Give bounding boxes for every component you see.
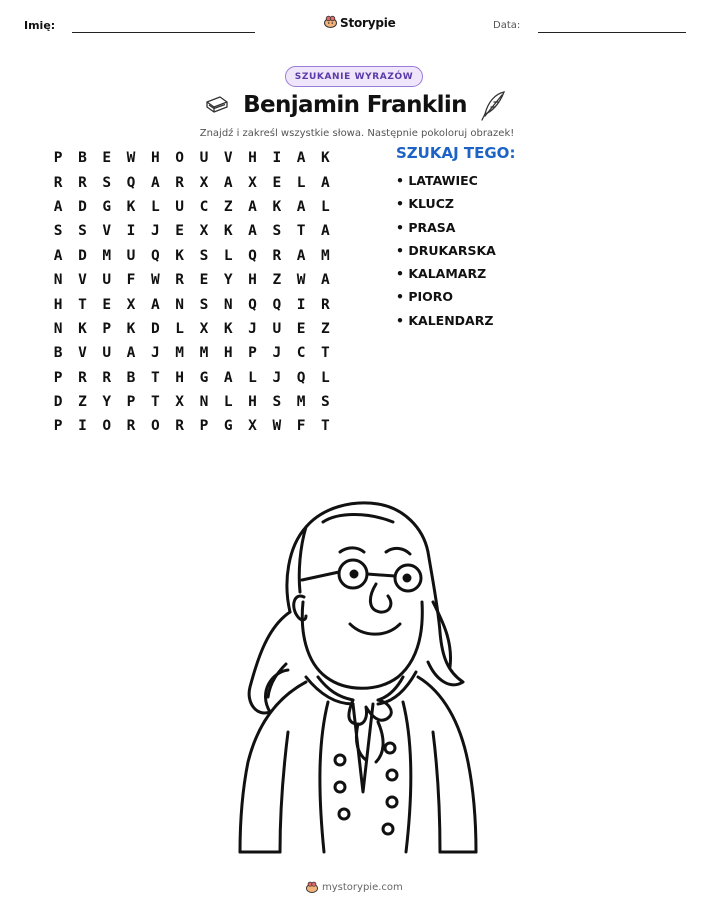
footer-url[interactable]: mystorypie.com bbox=[322, 882, 403, 893]
grid-cell[interactable]: U bbox=[199, 150, 209, 167]
grid-cell[interactable]: N bbox=[199, 394, 209, 411]
grid-cell[interactable]: S bbox=[272, 223, 282, 240]
grid-cell[interactable]: X bbox=[248, 174, 257, 191]
grid-cell[interactable]: R bbox=[272, 247, 282, 264]
grid-cell[interactable]: X bbox=[248, 418, 257, 435]
grid-row bbox=[46, 414, 338, 438]
grid-cell[interactable]: I bbox=[126, 223, 136, 240]
grid-cell[interactable]: A bbox=[296, 150, 306, 167]
instructions: Znajdź i zakreśl wszystkie słowa. Następnie pokoloruj obrazek! bbox=[199, 128, 515, 139]
grid-cell[interactable]: D bbox=[78, 198, 87, 215]
word-list bbox=[396, 171, 496, 334]
grid-cell[interactable]: S bbox=[272, 394, 282, 411]
quill-icon bbox=[479, 90, 507, 126]
grid-cell[interactable]: S bbox=[102, 174, 112, 191]
grid-cell[interactable]: W bbox=[126, 150, 136, 167]
grid-cell[interactable]: B bbox=[78, 150, 87, 167]
grid-cell[interactable]: Q bbox=[248, 247, 257, 264]
grid-cell[interactable]: O bbox=[102, 418, 112, 435]
wordlist-title: SZUKAJ TEGO: bbox=[396, 144, 516, 162]
grid-cell[interactable]: A bbox=[53, 247, 63, 264]
grid-cell[interactable]: W bbox=[150, 272, 160, 289]
grid-cell[interactable]: D bbox=[53, 394, 63, 411]
grid-cell[interactable]: U bbox=[102, 272, 112, 289]
pie-logo-icon bbox=[324, 13, 337, 32]
grid-row bbox=[46, 244, 338, 268]
grid-row bbox=[46, 366, 338, 390]
grid-cell[interactable]: E bbox=[102, 296, 112, 313]
grid-cell[interactable]: Y bbox=[223, 272, 233, 289]
word-list-item: • PRASA bbox=[396, 219, 456, 235]
grid-cell[interactable]: K bbox=[175, 247, 184, 264]
grid-cell[interactable]: I bbox=[272, 150, 282, 167]
grid-cell[interactable]: P bbox=[102, 320, 112, 337]
grid-cell[interactable]: X bbox=[126, 296, 136, 313]
grid-cell[interactable]: Z bbox=[272, 272, 282, 289]
grid-cell[interactable]: P bbox=[53, 369, 63, 386]
grid-cell[interactable]: L bbox=[223, 247, 233, 264]
grid-row bbox=[46, 195, 338, 219]
grid-cell[interactable]: L bbox=[248, 369, 257, 386]
name-label: Imię: bbox=[24, 19, 56, 32]
grid-cell[interactable]: N bbox=[175, 296, 184, 313]
grid-row bbox=[46, 317, 338, 341]
grid-cell[interactable]: S bbox=[321, 394, 330, 411]
grid-cell[interactable]: M bbox=[296, 394, 306, 411]
grid-cell[interactable]: S bbox=[78, 223, 87, 240]
grid-cell[interactable]: Z bbox=[223, 198, 233, 215]
grid-cell[interactable]: L bbox=[296, 174, 306, 191]
grid-row bbox=[46, 219, 338, 243]
date-line[interactable] bbox=[538, 32, 686, 33]
grid-cell[interactable]: A bbox=[223, 174, 233, 191]
grid-cell[interactable]: B bbox=[53, 345, 63, 362]
grid-cell[interactable]: A bbox=[296, 198, 306, 215]
grid-cell[interactable]: T bbox=[321, 345, 330, 362]
grid-cell[interactable]: T bbox=[321, 418, 330, 435]
grid-cell[interactable]: Q bbox=[248, 296, 257, 313]
grid-cell[interactable]: T bbox=[150, 369, 160, 386]
grid-cell[interactable]: Q bbox=[272, 296, 282, 313]
grid-cell[interactable]: M bbox=[102, 247, 112, 264]
grid-cell[interactable]: P bbox=[53, 418, 63, 435]
letter-grid[interactable] bbox=[46, 146, 338, 439]
grid-cell[interactable]: N bbox=[53, 272, 63, 289]
grid-cell[interactable]: V bbox=[223, 150, 233, 167]
word-list-item: • KLUCZ bbox=[396, 196, 454, 212]
grid-cell[interactable]: H bbox=[248, 394, 257, 411]
grid-cell[interactable]: D bbox=[78, 247, 87, 264]
footer bbox=[306, 878, 403, 897]
grid-cell[interactable]: R bbox=[78, 174, 87, 191]
grid-cell[interactable]: K bbox=[321, 150, 330, 167]
grid-cell[interactable]: H bbox=[248, 272, 257, 289]
grid-cell[interactable]: P bbox=[126, 394, 136, 411]
word-list-item: • LATAWIEC bbox=[396, 173, 478, 188]
grid-cell[interactable]: R bbox=[126, 418, 136, 435]
grid-cell[interactable]: I bbox=[296, 296, 306, 313]
grid-cell[interactable]: V bbox=[78, 345, 87, 362]
grid-row bbox=[46, 390, 338, 414]
grid-cell[interactable]: R bbox=[175, 418, 184, 435]
grid-cell[interactable]: K bbox=[126, 198, 136, 215]
grid-cell[interactable]: K bbox=[78, 320, 87, 337]
grid-cell[interactable]: U bbox=[102, 345, 112, 362]
grid-cell[interactable]: U bbox=[175, 198, 184, 215]
grid-cell[interactable]: H bbox=[223, 345, 233, 362]
grid-cell[interactable]: F bbox=[296, 418, 306, 435]
grid-cell[interactable]: K bbox=[272, 198, 282, 215]
grid-cell[interactable]: H bbox=[150, 150, 160, 167]
grid-cell[interactable]: E bbox=[272, 174, 282, 191]
grid-cell[interactable]: M bbox=[199, 345, 209, 362]
page-title: Benjamin Franklin bbox=[243, 92, 467, 118]
grid-cell[interactable]: L bbox=[175, 320, 184, 337]
grid-cell[interactable]: A bbox=[53, 198, 63, 215]
grid-cell[interactable]: Z bbox=[78, 394, 87, 411]
grid-cell[interactable]: A bbox=[321, 223, 330, 240]
grid-cell[interactable]: E bbox=[199, 272, 209, 289]
grid-cell[interactable]: A bbox=[150, 296, 160, 313]
grid-cell[interactable]: L bbox=[321, 198, 330, 215]
grid-cell[interactable]: E bbox=[175, 223, 184, 240]
grid-cell[interactable]: V bbox=[102, 223, 112, 240]
pie-logo-icon bbox=[306, 878, 318, 897]
grid-cell[interactable]: X bbox=[199, 223, 209, 240]
grid-cell[interactable]: S bbox=[53, 223, 63, 240]
grid-cell[interactable]: A bbox=[321, 174, 330, 191]
grid-cell[interactable]: A bbox=[248, 223, 257, 240]
grid-cell[interactable]: X bbox=[199, 174, 209, 191]
grid-cell[interactable]: I bbox=[78, 418, 87, 435]
grid-cell[interactable]: O bbox=[175, 150, 184, 167]
brand bbox=[324, 13, 396, 32]
grid-cell[interactable]: L bbox=[321, 369, 330, 386]
grid-cell[interactable]: G bbox=[223, 418, 233, 435]
grid-cell[interactable]: P bbox=[53, 150, 63, 167]
grid-cell[interactable]: U bbox=[126, 247, 136, 264]
grid-cell[interactable]: S bbox=[199, 247, 209, 264]
grid-cell[interactable]: L bbox=[223, 394, 233, 411]
grid-cell[interactable]: B bbox=[126, 369, 136, 386]
grid-cell[interactable]: F bbox=[126, 272, 136, 289]
grid-cell[interactable]: J bbox=[248, 320, 257, 337]
grid-row bbox=[46, 170, 338, 194]
grid-cell[interactable]: G bbox=[102, 198, 112, 215]
grid-cell[interactable]: N bbox=[223, 296, 233, 313]
grid-cell[interactable]: A bbox=[321, 272, 330, 289]
grid-cell[interactable]: U bbox=[272, 320, 282, 337]
grid-cell[interactable]: A bbox=[296, 247, 306, 264]
grid-cell[interactable]: H bbox=[53, 296, 63, 313]
word-list-item: • KALENDARZ bbox=[396, 312, 494, 328]
grid-row bbox=[46, 292, 338, 316]
grid-cell[interactable]: G bbox=[199, 369, 209, 386]
grid-cell[interactable]: T bbox=[150, 394, 160, 411]
grid-cell[interactable]: X bbox=[175, 394, 184, 411]
grid-cell[interactable]: J bbox=[272, 369, 282, 386]
title-row bbox=[200, 90, 510, 126]
grid-cell[interactable]: O bbox=[150, 418, 160, 435]
grid-cell[interactable]: H bbox=[175, 369, 184, 386]
word-list-item: • DRUKARSKA bbox=[396, 242, 496, 258]
grid-cell[interactable]: V bbox=[78, 272, 87, 289]
grid-cell[interactable]: K bbox=[223, 223, 233, 240]
grid-cell[interactable]: S bbox=[199, 296, 209, 313]
grid-row bbox=[46, 268, 338, 292]
grid-cell[interactable]: R bbox=[102, 369, 112, 386]
grid-cell[interactable]: R bbox=[175, 272, 184, 289]
grid-cell[interactable]: Q bbox=[296, 369, 306, 386]
grid-cell[interactable]: J bbox=[150, 345, 160, 362]
grid-cell[interactable]: M bbox=[175, 345, 184, 362]
grid-cell[interactable]: Q bbox=[126, 174, 136, 191]
grid-cell[interactable]: A bbox=[223, 369, 233, 386]
grid-cell[interactable]: C bbox=[199, 198, 209, 215]
grid-cell[interactable]: R bbox=[321, 296, 330, 313]
grid-cell[interactable]: T bbox=[78, 296, 87, 313]
grid-cell[interactable]: M bbox=[321, 247, 330, 264]
word-list-item: • KALAMARZ bbox=[396, 266, 487, 282]
grid-cell[interactable]: A bbox=[126, 345, 136, 362]
grid-cell[interactable]: J bbox=[150, 223, 160, 240]
franklin-illustration bbox=[228, 492, 488, 858]
grid-cell[interactable]: N bbox=[53, 320, 63, 337]
grid-cell[interactable]: W bbox=[272, 418, 282, 435]
grid-cell[interactable]: R bbox=[53, 174, 63, 191]
grid-cell[interactable]: H bbox=[248, 150, 257, 167]
grid-row bbox=[46, 146, 338, 170]
word-list-item: • PIORO bbox=[396, 289, 454, 305]
date-label: Data: bbox=[493, 20, 521, 31]
grid-cell[interactable]: Z bbox=[321, 320, 330, 337]
grid-cell[interactable]: D bbox=[150, 320, 160, 337]
grid-cell[interactable]: K bbox=[223, 320, 233, 337]
category-badge: SZUKANIE WYRAZÓW bbox=[285, 66, 423, 87]
grid-cell[interactable]: A bbox=[150, 174, 160, 191]
grid-cell[interactable]: Y bbox=[102, 394, 112, 411]
grid-cell[interactable]: R bbox=[78, 369, 87, 386]
grid-cell[interactable]: E bbox=[102, 150, 112, 167]
brand-name: Storypie bbox=[340, 15, 396, 30]
grid-cell[interactable]: R bbox=[175, 174, 184, 191]
grid-cell[interactable]: K bbox=[126, 320, 136, 337]
grid-cell[interactable]: T bbox=[296, 223, 306, 240]
grid-cell[interactable]: J bbox=[272, 345, 282, 362]
grid-cell[interactable]: P bbox=[199, 418, 209, 435]
grid-cell[interactable]: L bbox=[150, 198, 160, 215]
grid-cell[interactable]: E bbox=[296, 320, 306, 337]
name-line[interactable] bbox=[72, 32, 255, 33]
grid-cell[interactable]: X bbox=[199, 320, 209, 337]
grid-cell[interactable]: Q bbox=[150, 247, 160, 264]
grid-row bbox=[46, 341, 338, 365]
grid-cell[interactable]: P bbox=[248, 345, 257, 362]
grid-cell[interactable]: W bbox=[296, 272, 306, 289]
grid-cell[interactable]: C bbox=[296, 345, 306, 362]
grid-cell[interactable]: A bbox=[248, 198, 257, 215]
